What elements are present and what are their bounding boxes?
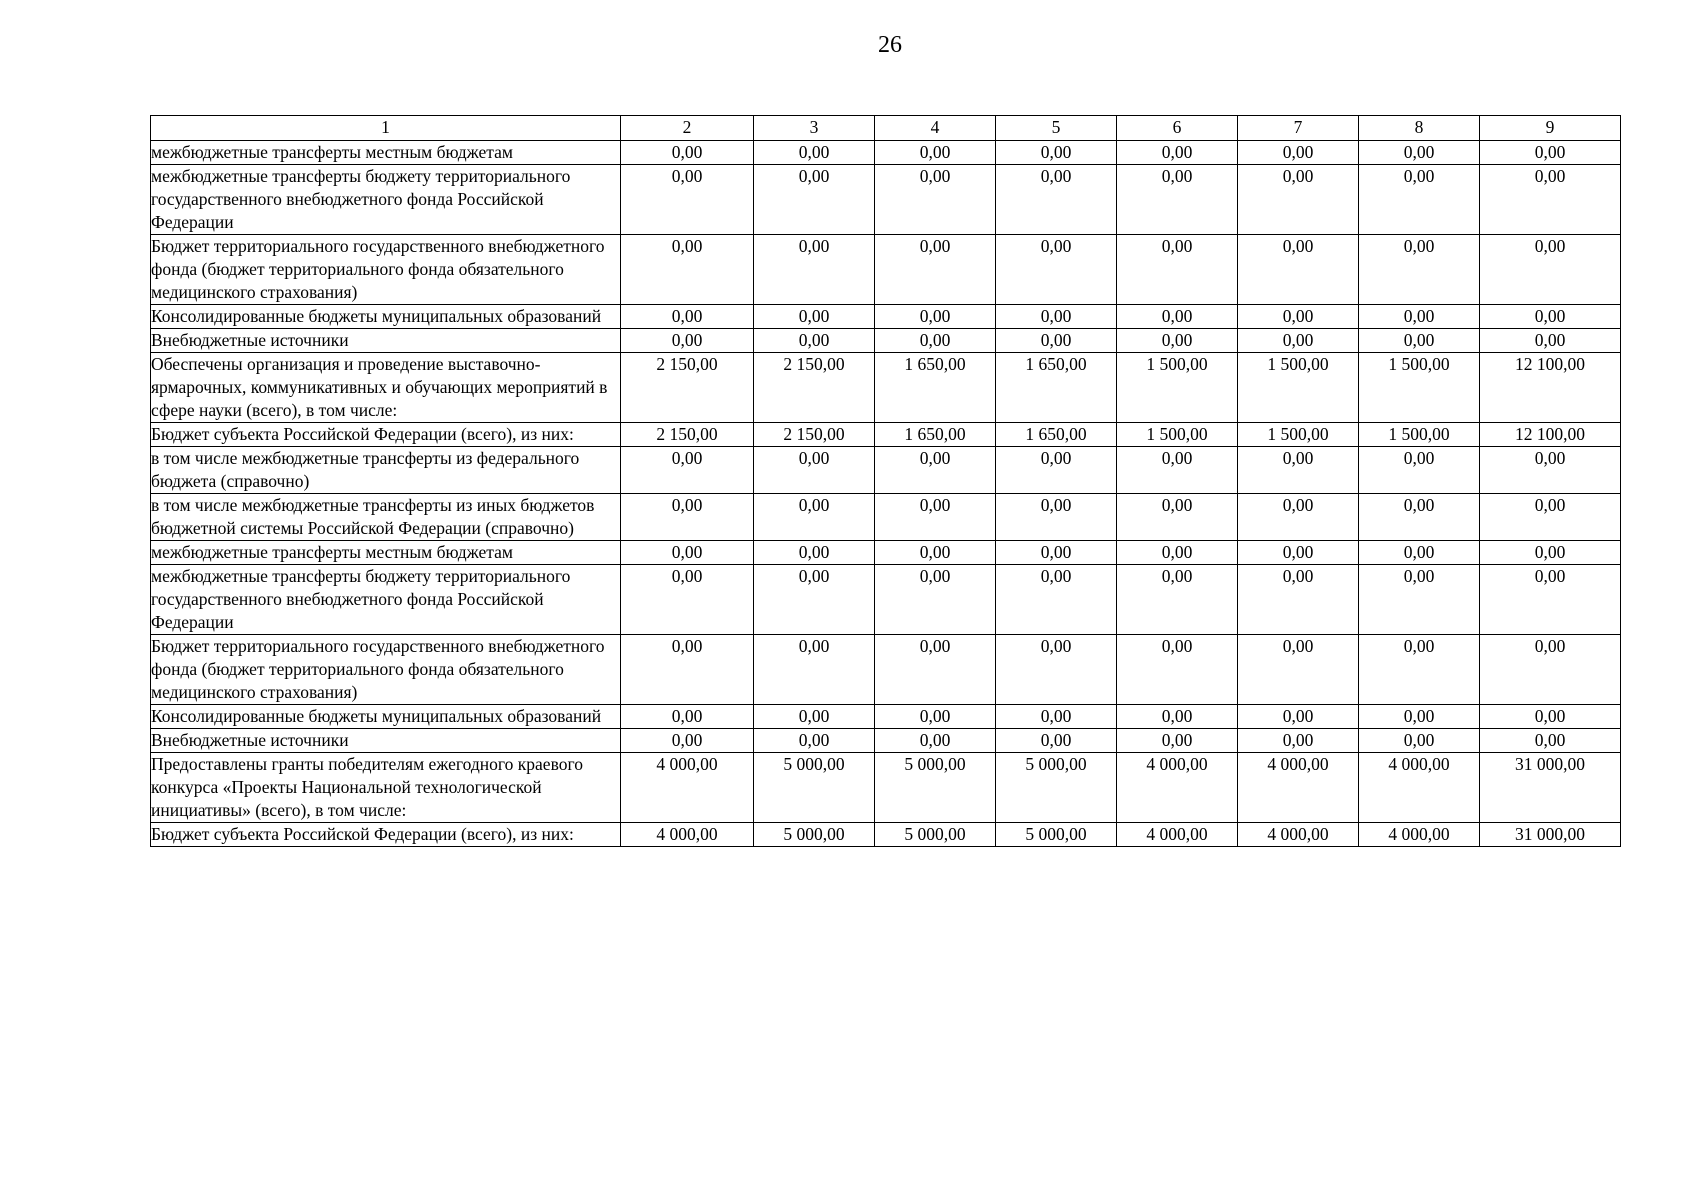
value-cell: 1 650,00 (996, 423, 1117, 447)
value-cell: 0,00 (754, 541, 875, 565)
value-cell: 0,00 (1359, 235, 1480, 305)
value-cell: 0,00 (621, 165, 754, 235)
table-body (151, 141, 1621, 847)
row-label: межбюджетные трансферты местным бюджетам (151, 541, 621, 565)
value-cell: 0,00 (875, 705, 996, 729)
value-cell: 0,00 (1480, 494, 1621, 541)
value-cell: 0,00 (754, 235, 875, 305)
row-label: Бюджет территориального государственного внебюджетного фонда (бюджет территориального фонда обязательного медицинского страхования) (151, 235, 621, 305)
value-cell: 4 000,00 (1117, 823, 1238, 847)
value-cell: 0,00 (996, 705, 1117, 729)
value-cell: 0,00 (1480, 305, 1621, 329)
value-cell: 0,00 (754, 329, 875, 353)
value-cell: 0,00 (1238, 565, 1359, 635)
value-cell: 0,00 (875, 447, 996, 494)
value-cell: 0,00 (621, 447, 754, 494)
value-cell: 0,00 (1480, 329, 1621, 353)
value-cell: 0,00 (996, 635, 1117, 705)
page-number: 26 (878, 32, 902, 58)
value-cell: 0,00 (1359, 141, 1480, 165)
value-cell: 0,00 (1238, 729, 1359, 753)
value-cell: 0,00 (621, 541, 754, 565)
value-cell: 1 500,00 (1238, 423, 1359, 447)
value-cell: 4 000,00 (621, 753, 754, 823)
value-cell: 5 000,00 (996, 753, 1117, 823)
value-cell: 1 650,00 (875, 353, 996, 423)
value-cell: 1 500,00 (1238, 353, 1359, 423)
value-cell: 0,00 (621, 565, 754, 635)
table-row (151, 305, 1621, 329)
table-row (151, 823, 1621, 847)
column-header: 5 (996, 116, 1117, 141)
value-cell: 0,00 (1238, 165, 1359, 235)
value-cell: 4 000,00 (1359, 823, 1480, 847)
value-cell: 0,00 (754, 447, 875, 494)
value-cell: 4 000,00 (1238, 823, 1359, 847)
value-cell: 0,00 (1480, 541, 1621, 565)
table-row (151, 329, 1621, 353)
value-cell: 0,00 (996, 141, 1117, 165)
table-row (151, 753, 1621, 823)
value-cell: 5 000,00 (996, 823, 1117, 847)
row-label: в том числе межбюджетные трансферты из федерального бюджета (справочно) (151, 447, 621, 494)
value-cell: 0,00 (1238, 705, 1359, 729)
value-cell: 0,00 (621, 235, 754, 305)
value-cell: 2 150,00 (621, 353, 754, 423)
value-cell: 0,00 (754, 565, 875, 635)
value-cell: 1 650,00 (996, 353, 1117, 423)
value-cell: 0,00 (875, 541, 996, 565)
table-row (151, 494, 1621, 541)
value-cell: 0,00 (754, 305, 875, 329)
value-cell: 0,00 (875, 165, 996, 235)
value-cell: 0,00 (875, 729, 996, 753)
value-cell: 0,00 (875, 141, 996, 165)
value-cell: 0,00 (996, 329, 1117, 353)
value-cell: 0,00 (996, 165, 1117, 235)
value-cell: 0,00 (875, 235, 996, 305)
value-cell: 0,00 (1117, 729, 1238, 753)
value-cell: 0,00 (996, 565, 1117, 635)
table-row (151, 729, 1621, 753)
row-label: межбюджетные трансферты бюджету территориального государственного внебюджетного фонда Российской Федерации (151, 565, 621, 635)
value-cell: 0,00 (1238, 635, 1359, 705)
value-cell: 1 500,00 (1359, 423, 1480, 447)
column-header: 9 (1480, 116, 1621, 141)
column-header: 6 (1117, 116, 1238, 141)
value-cell: 0,00 (1238, 447, 1359, 494)
row-label: Внебюджетные источники (151, 729, 621, 753)
value-cell: 0,00 (1117, 329, 1238, 353)
value-cell: 1 500,00 (1359, 353, 1480, 423)
value-cell: 0,00 (754, 165, 875, 235)
value-cell: 0,00 (621, 494, 754, 541)
table-row (151, 705, 1621, 729)
value-cell: 0,00 (1238, 541, 1359, 565)
column-header: 2 (621, 116, 754, 141)
value-cell: 1 500,00 (1117, 423, 1238, 447)
value-cell: 0,00 (1359, 305, 1480, 329)
value-cell: 0,00 (875, 329, 996, 353)
value-cell: 0,00 (996, 729, 1117, 753)
value-cell: 0,00 (1359, 165, 1480, 235)
column-header: 7 (1238, 116, 1359, 141)
value-cell: 2 150,00 (621, 423, 754, 447)
value-cell: 0,00 (621, 305, 754, 329)
table-row (151, 635, 1621, 705)
row-label: Бюджет территориального государственного внебюджетного фонда (бюджет территориального фонда обязательного медицинского страхования) (151, 635, 621, 705)
value-cell: 0,00 (1480, 565, 1621, 635)
value-cell: 0,00 (996, 305, 1117, 329)
table-row (151, 235, 1621, 305)
row-label: в том числе межбюджетные трансферты из иных бюджетов бюджетной системы Российской Федерации (справочно) (151, 494, 621, 541)
value-cell: 4 000,00 (1238, 753, 1359, 823)
value-cell: 0,00 (1480, 141, 1621, 165)
value-cell: 0,00 (754, 494, 875, 541)
row-label: Бюджет субъекта Российской Федерации (всего), из них: (151, 423, 621, 447)
value-cell: 0,00 (875, 305, 996, 329)
value-cell: 2 150,00 (754, 353, 875, 423)
row-label: межбюджетные трансферты бюджету территориального государственного внебюджетного фонда Российской Федерации (151, 165, 621, 235)
value-cell: 4 000,00 (1359, 753, 1480, 823)
column-header: 4 (875, 116, 996, 141)
value-cell: 4 000,00 (621, 823, 754, 847)
row-label: Консолидированные бюджеты муниципальных образований (151, 305, 621, 329)
value-cell: 0,00 (1117, 165, 1238, 235)
value-cell: 0,00 (754, 635, 875, 705)
value-cell: 0,00 (1238, 494, 1359, 541)
table-row (151, 447, 1621, 494)
value-cell: 0,00 (1238, 141, 1359, 165)
budget-table (150, 115, 1621, 847)
value-cell: 0,00 (1117, 705, 1238, 729)
table-row (151, 565, 1621, 635)
row-label: Предоставлены гранты победителям ежегодного краевого конкурса «Проекты Национальной технологической инициативы» (всего), в том числе: (151, 753, 621, 823)
table-row (151, 141, 1621, 165)
value-cell: 0,00 (1117, 541, 1238, 565)
value-cell: 0,00 (754, 141, 875, 165)
value-cell: 5 000,00 (754, 753, 875, 823)
column-header: 8 (1359, 116, 1480, 141)
value-cell: 0,00 (875, 494, 996, 541)
value-cell: 0,00 (1238, 235, 1359, 305)
value-cell: 0,00 (1117, 635, 1238, 705)
row-label: Внебюджетные источники (151, 329, 621, 353)
row-label: межбюджетные трансферты местным бюджетам (151, 141, 621, 165)
value-cell: 12 100,00 (1480, 423, 1621, 447)
table-row (151, 165, 1621, 235)
row-label: Бюджет субъекта Российской Федерации (всего), из них: (151, 823, 621, 847)
value-cell: 0,00 (996, 541, 1117, 565)
value-cell: 1 500,00 (1117, 353, 1238, 423)
value-cell: 0,00 (1359, 635, 1480, 705)
value-cell: 0,00 (1238, 305, 1359, 329)
value-cell: 0,00 (875, 635, 996, 705)
value-cell: 5 000,00 (875, 823, 996, 847)
header-row (151, 116, 1621, 141)
value-cell: 31 000,00 (1480, 753, 1621, 823)
value-cell: 0,00 (996, 235, 1117, 305)
value-cell: 0,00 (621, 705, 754, 729)
value-cell: 0,00 (1117, 141, 1238, 165)
value-cell: 0,00 (1117, 494, 1238, 541)
value-cell: 0,00 (875, 565, 996, 635)
value-cell: 0,00 (1359, 565, 1480, 635)
value-cell: 0,00 (621, 141, 754, 165)
value-cell: 5 000,00 (754, 823, 875, 847)
value-cell: 0,00 (1117, 565, 1238, 635)
row-label: Обеспечены организация и проведение выставочно-ярмарочных, коммуникативных и обучающих мероприятий в сфере науки (всего), в том числе: (151, 353, 621, 423)
value-cell: 1 650,00 (875, 423, 996, 447)
value-cell: 0,00 (1359, 447, 1480, 494)
value-cell: 0,00 (621, 635, 754, 705)
value-cell: 0,00 (1480, 635, 1621, 705)
value-cell: 0,00 (1238, 329, 1359, 353)
value-cell: 0,00 (1359, 329, 1480, 353)
value-cell: 2 150,00 (754, 423, 875, 447)
value-cell: 0,00 (1359, 494, 1480, 541)
table-row (151, 423, 1621, 447)
column-header: 3 (754, 116, 875, 141)
value-cell: 5 000,00 (875, 753, 996, 823)
column-header: 1 (151, 116, 621, 141)
value-cell: 0,00 (1480, 705, 1621, 729)
value-cell: 0,00 (754, 705, 875, 729)
value-cell: 0,00 (1480, 235, 1621, 305)
value-cell: 0,00 (1117, 447, 1238, 494)
table-row (151, 541, 1621, 565)
value-cell: 0,00 (1480, 447, 1621, 494)
row-label: Консолидированные бюджеты муниципальных образований (151, 705, 621, 729)
value-cell: 0,00 (1359, 729, 1480, 753)
value-cell: 0,00 (754, 729, 875, 753)
value-cell: 4 000,00 (1117, 753, 1238, 823)
value-cell: 0,00 (1117, 235, 1238, 305)
value-cell: 0,00 (1117, 305, 1238, 329)
value-cell: 0,00 (1480, 729, 1621, 753)
value-cell: 0,00 (1480, 165, 1621, 235)
value-cell: 31 000,00 (1480, 823, 1621, 847)
value-cell: 0,00 (1359, 705, 1480, 729)
value-cell: 0,00 (996, 494, 1117, 541)
value-cell: 12 100,00 (1480, 353, 1621, 423)
value-cell: 0,00 (1359, 541, 1480, 565)
value-cell: 0,00 (621, 329, 754, 353)
value-cell: 0,00 (996, 447, 1117, 494)
table-row (151, 353, 1621, 423)
value-cell: 0,00 (621, 729, 754, 753)
